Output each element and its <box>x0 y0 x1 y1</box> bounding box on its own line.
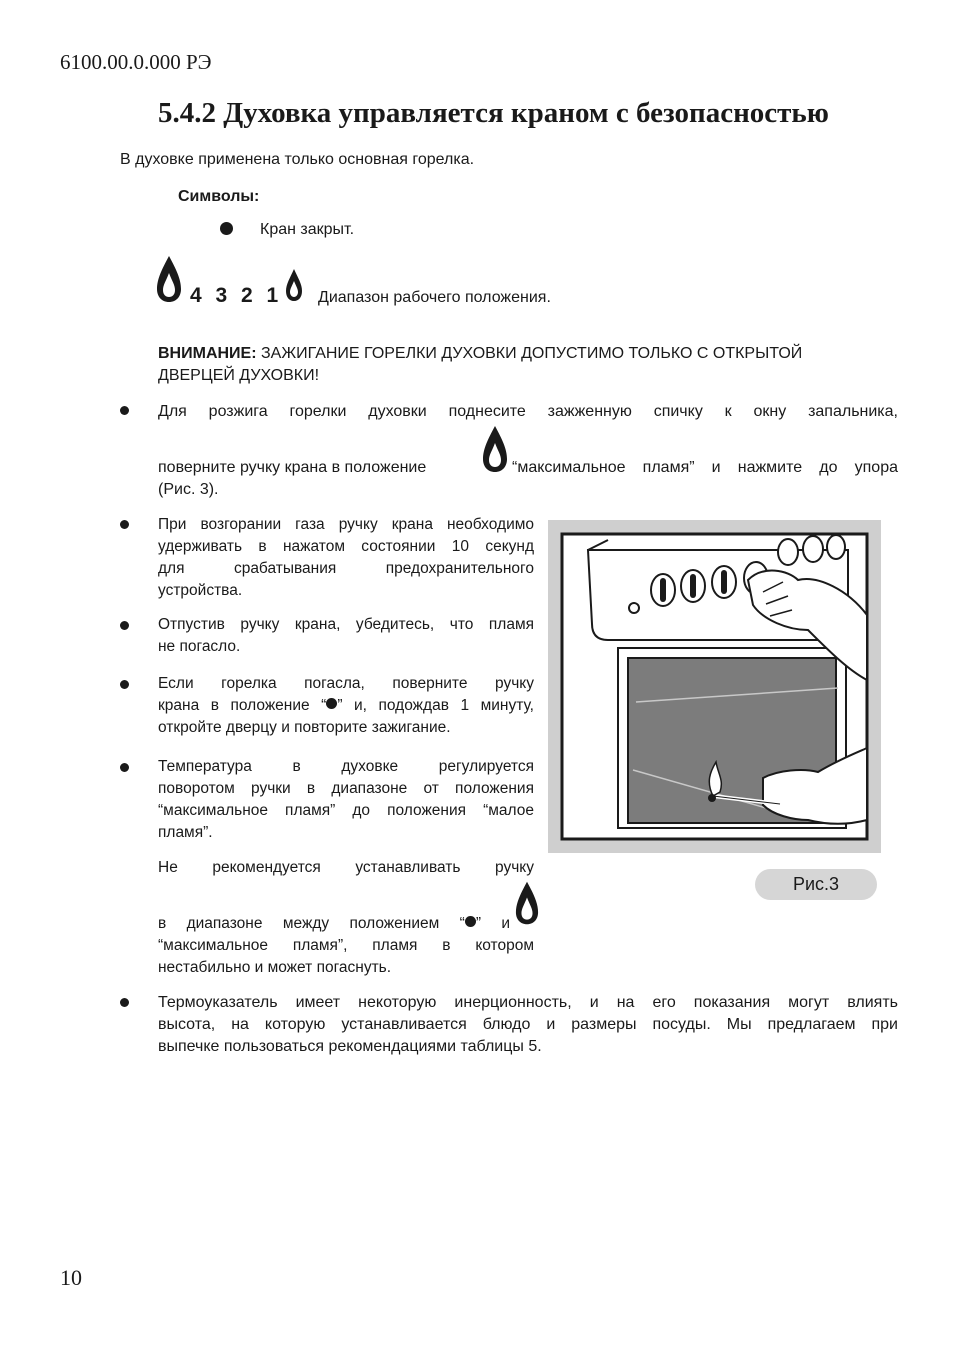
warning-block <box>158 343 898 387</box>
hold-line3: для срабатывания предохранительного <box>158 560 534 577</box>
intro-text: В духовке применена только основная горелка. <box>120 151 475 168</box>
out-paragraph <box>158 673 534 739</box>
warning-prefix: ВНИМАНИЕ: <box>158 345 257 362</box>
bullet-dot <box>120 680 129 689</box>
hold-paragraph <box>158 514 534 602</box>
hold-line1: При возгорании газа ручку крана необходимо <box>158 516 534 533</box>
ignite-line1: Для розжига горелки духовки поднесите зажженную спичку к окну запальника, <box>158 403 898 420</box>
out-line2b: ” и, подождав 1 минуту, <box>337 697 534 714</box>
release-paragraph <box>158 614 534 658</box>
thermo-line1: Термоуказатель имеет некоторую инерционность, и на его показания могут влиять <box>158 994 898 1011</box>
ignite-line2a: поверните ручку крана в положение <box>158 459 427 476</box>
norec-line2b: ” и <box>475 915 510 932</box>
norec-line2 <box>158 913 510 935</box>
temp-paragraph <box>158 756 534 844</box>
hold-line4: устройства. <box>158 582 243 599</box>
large-flame-icon <box>156 255 182 303</box>
release-line1: Отпустив ручку крана, убедитесь, что пламя <box>158 616 534 633</box>
closed-dot-icon <box>220 222 233 235</box>
max-flame-icon <box>482 425 508 473</box>
ignite-line3: (Рис. 3). <box>158 481 219 498</box>
thermo-line3: выпечке пользоваться рекомендациями таблицы 5. <box>158 1038 542 1055</box>
norec-line1: Не рекомендуется устанавливать ручку <box>158 859 534 876</box>
symbols-heading: Символы: <box>178 188 260 205</box>
norec-line2a: в диапазоне между положением “ <box>158 915 465 932</box>
thermo-line2: высота, на которую устанавливается блюдо и размеры посуды. Мы предлагаем при <box>158 1016 898 1033</box>
section-title: 5.4.2 Духовка управляется краном с безопасностью <box>158 97 829 129</box>
out-line1: Если горелка погасла, поверните ручку <box>158 675 534 692</box>
norec-line3: “максимальное пламя”, пламя в котором <box>158 937 534 954</box>
closed-dot-icon <box>326 698 337 709</box>
out-line2a: крана в положение “ <box>158 697 327 714</box>
warning-line2: ДВЕРЦЕЙ ДУХОВКИ! <box>158 367 320 384</box>
small-flame-icon <box>285 268 303 302</box>
figure-caption: Рис.3 <box>755 869 877 900</box>
warning-line1: ЗАЖИГАНИЕ ГОРЕЛКИ ДУХОВКИ ДОПУСТИМО ТОЛЬКО С ОТКРЫТОЙ <box>261 345 803 362</box>
range-numbers: 4 3 2 1 <box>190 284 281 307</box>
temp-line3: “максимальное пламя” до положения “малое <box>158 802 534 819</box>
max-flame-icon <box>515 880 539 926</box>
range-label: Диапазон рабочего положения. <box>318 289 551 306</box>
temp-line2: поворотом ручки в диапазоне от положения <box>158 780 534 797</box>
closed-dot-icon <box>465 916 476 927</box>
bullet-dot <box>120 520 129 529</box>
page-number: 10 <box>60 1265 82 1290</box>
temp-line1: Температура в духовке регулируется <box>158 758 534 775</box>
bullet-dot <box>120 763 129 772</box>
bullet-dot <box>120 621 129 630</box>
thermo-paragraph <box>158 992 898 1058</box>
bullet-dot <box>120 406 129 415</box>
bullet-dot <box>120 998 129 1007</box>
closed-label: Кран закрыт. <box>260 221 355 238</box>
hold-line2: удерживать в нажатом состоянии 10 секунд <box>158 538 534 555</box>
ignite-line2b: “максимальное пламя” и нажмите до упора <box>512 459 898 476</box>
norec-line4: нестабильно и может погаснуть. <box>158 959 392 976</box>
temp-line4: пламя”. <box>158 824 213 841</box>
figure-3 <box>548 520 881 853</box>
release-line2: не погасло. <box>158 638 241 655</box>
out-line3: откройте дверцу и повторите зажигание. <box>158 719 451 736</box>
document-code: 6100.00.0.000 РЭ <box>60 50 212 74</box>
oven-illustration <box>548 520 881 853</box>
norec-tail <box>158 935 534 979</box>
